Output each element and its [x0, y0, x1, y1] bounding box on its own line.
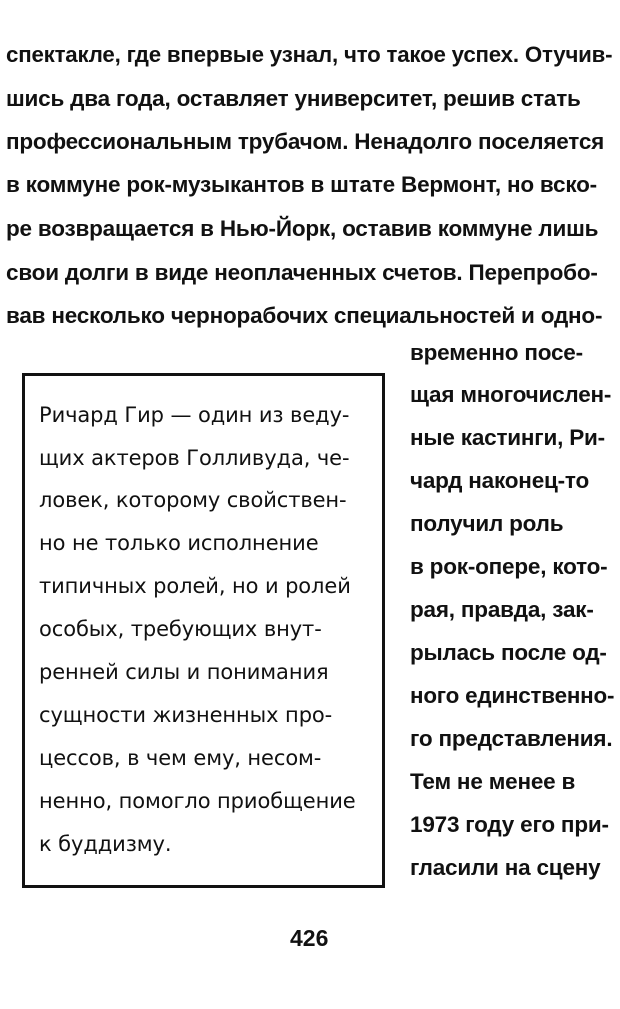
body-line-5: ре возвращается в Нью-Йорк, оставив коммуне лишь	[6, 216, 599, 241]
column-line-9: ного единственно-	[410, 683, 615, 708]
sidebar-line-1: Ричард Гир — один из веду-	[39, 403, 350, 427]
column-line-4: чард наконец-то	[410, 468, 589, 493]
sidebar-line-4: но не только исполнение	[39, 531, 319, 555]
column-line-13: гласили на сцену	[410, 855, 601, 880]
column-line-7: рая, правда, зак-	[410, 597, 594, 622]
body-line-6: свои долги в виде неоплаченных счетов. Перепробо-	[6, 260, 598, 285]
sidebar-line-5: типичных ролей, но и ролей	[39, 574, 351, 598]
sidebar-line-10: ненно, помогло приобщение	[39, 789, 356, 813]
body-line-7: вав несколько чернорабочих специальностей и одно-	[6, 303, 603, 328]
body-line-4: в коммуне рок-музыкантов в штате Вермонт, но вско-	[6, 172, 597, 197]
sidebar-line-3: ловек, которому свойствен-	[39, 488, 347, 512]
column-line-11: Тем не менее в	[410, 769, 576, 794]
sidebar-line-6: особых, требующих внут-	[39, 617, 322, 641]
column-line-3: ные кастинги, Ри-	[410, 425, 605, 450]
column-line-12: 1973 году его при-	[410, 812, 609, 837]
body-line-2: шись два года, оставляет университет, решив стать	[6, 86, 581, 111]
column-line-6: в рок-опере, кото-	[410, 554, 608, 579]
column-line-10: го представления.	[410, 726, 613, 751]
column-line-5: получил роль	[410, 511, 564, 536]
sidebar-line-2: щих актеров Голливуда, че-	[39, 446, 350, 470]
sidebar-line-7: ренней силы и понимания	[39, 660, 329, 684]
sidebar-box	[22, 373, 385, 888]
column-line-1: временно посе-	[410, 340, 583, 365]
body-line-1: спектакле, где впервые узнал, что такое успех. Отучив-	[6, 42, 613, 67]
sidebar-line-11: к буддизму.	[39, 832, 172, 856]
column-line-8: рылась после од-	[410, 640, 607, 665]
body-line-3: профессиональным трубачом. Ненадолго поселяется	[6, 129, 605, 154]
sidebar-line-9: цессов, в чем ему, несом-	[39, 746, 322, 770]
sidebar-line-8: сущности жизненных про-	[39, 703, 333, 727]
page-number: 426	[290, 925, 329, 951]
column-line-2: щая многочислен-	[410, 382, 612, 407]
